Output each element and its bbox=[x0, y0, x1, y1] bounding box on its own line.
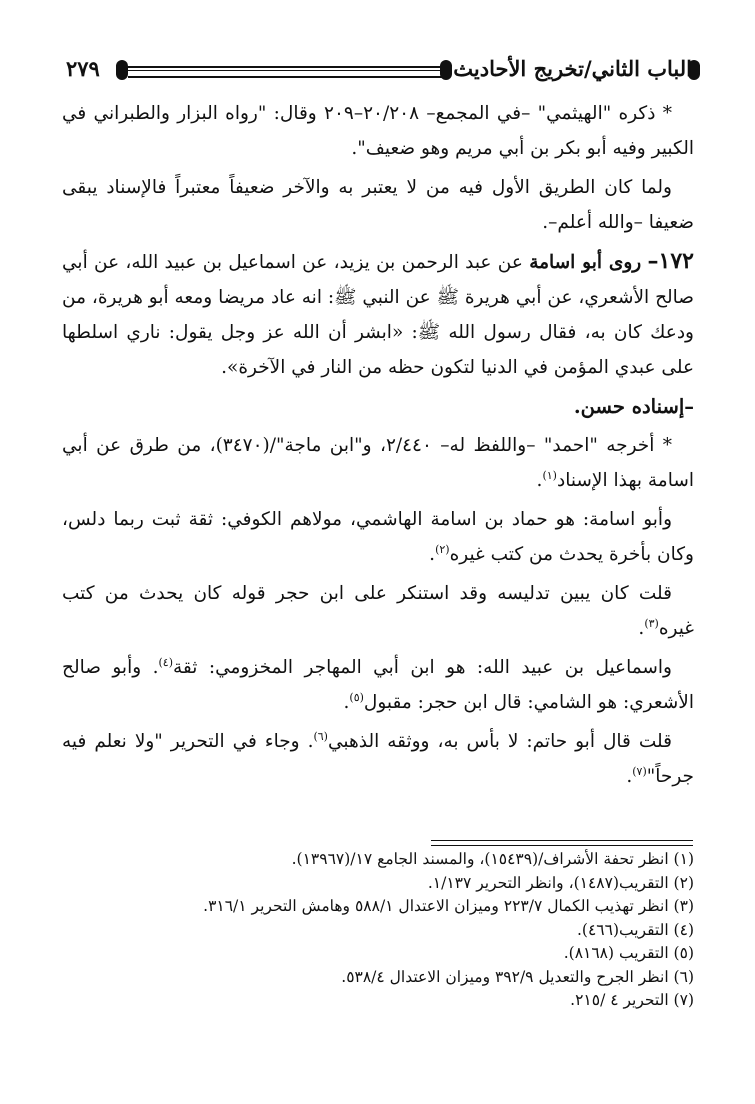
paragraph-1: * ذكره "الهيثمي" –في المجمع– ٢٠/٢٠٨–٢٠٩ وقال: "رواه البزار والطبراني في الكبير وفيه أبو بكر بن أبي مريم وهو ضعيف". bbox=[62, 103, 694, 159]
paragraph-6-text: وأبو اسامة: هو حماد بن اسامة الهاشمي، مولاهم الكوفي: ثقة ثبت ربما دلس، وكان بأخرة يحدث من كتب غيره bbox=[62, 509, 694, 565]
paragraph-5-end: . bbox=[536, 470, 543, 491]
paragraph-8-text-b: . وأبو صالح الأشعري: هو الشامي: قال ابن حجر: مقبول bbox=[62, 657, 694, 713]
paragraph-8-end: . bbox=[343, 692, 350, 713]
note-ref-4: (٤) bbox=[158, 655, 173, 669]
main-text bbox=[62, 96, 694, 794]
footnote-4: (٤) التقريب(٤٦٦). bbox=[576, 920, 694, 939]
footnote-2: (٢) التقريب(١٤٨٧)، وانظر التحرير ١/١٣٧. bbox=[427, 873, 694, 892]
note-ref-6: (٦) bbox=[313, 729, 328, 743]
paragraph-7 bbox=[62, 576, 694, 646]
paragraph-9-text-b: . وجاء في التحرير "ولا نعلم فيه جرحاً" bbox=[62, 731, 694, 787]
footnote-5: (٥) التقريب (٨١٦٨). bbox=[563, 944, 694, 962]
paragraph-9-end: . bbox=[626, 766, 633, 787]
paragraph-7-text: قلت كان يبين تدليسه وقد استنكر على ابن حجر قوله كان يحدث من كتب غيره bbox=[62, 583, 694, 639]
header-rule bbox=[128, 66, 442, 78]
hadith-text: عن عبد الرحمن بن يزيد، عن اسماعيل بن عبيد الله، عن أبي صالح الأشعري، عن أبي هريرة ﷺ عن النبي ﷺ: انه عاد مريضا ومعه أبو هريرة، من ودعك كان به، فقال رسول الله ﷺ: «ابشر أن الله عز وجل يقول: ناري اسلطها على عبدي المؤمن في الدنيا لتكون حظه من النار في الآخرة». bbox=[62, 252, 694, 378]
note-ref-3: (٣) bbox=[644, 616, 659, 630]
footnote-3: (٣) انظر تهذيب الكمال ٢٢٣/٧ وميزان الاعتدال ٥٨٨/١ وهامش التحرير ٣١٦/١. bbox=[203, 897, 694, 915]
page-number: ٢٧٩ bbox=[66, 56, 100, 81]
paragraph-8 bbox=[62, 650, 694, 720]
note-ref-1: (١) bbox=[542, 468, 557, 482]
footnote-6: (٦) انظر الجرح والتعديل ٣٩٢/٩ وميزان الاعتدال ٥٣٨/٤. bbox=[341, 967, 694, 986]
note-ref-5: (٥) bbox=[349, 690, 364, 704]
hadith-number: ١٧٢– bbox=[647, 248, 694, 274]
hadith-narrator: روى أبو اسامة bbox=[529, 252, 642, 273]
footnote-1: (١) انظر تحفة الأشراف/(١٥٤٣٩)، والمسند الجامع ١٧/(١٣٩٦٧). bbox=[291, 850, 694, 868]
paragraph-5-text: * أخرجه "احمد" –واللفظ له– ٢/٤٤٠، و"ابن ماجة"/(٣٤٧٠)، من طرق عن أبي اسامة بهذا الإسناد bbox=[62, 435, 694, 491]
page-header bbox=[60, 54, 700, 88]
footnote-7: (٧) التحرير ٤ /٢١٥. bbox=[570, 991, 694, 1009]
paragraph-8-text-a: واسماعيل بن عبيد الله: هو ابن أبي المهاجر المخزومي: ثقة bbox=[173, 657, 672, 678]
hadith-172 bbox=[62, 244, 694, 385]
paragraph-5 bbox=[62, 428, 694, 498]
note-ref-2: (٢) bbox=[435, 542, 450, 556]
isnad-grade: –إسناده حسن. bbox=[573, 395, 694, 418]
footnotes bbox=[62, 848, 694, 1013]
note-ref-7: (٧) bbox=[632, 764, 647, 778]
paragraph-9 bbox=[62, 724, 694, 794]
paragraph-9-text-a: قلت قال أبو حاتم: لا بأس به، ووثقه الذهبي bbox=[327, 731, 672, 752]
paragraph-2: ولما كان الطريق الأول فيه من لا يعتبر به والآخر ضعيفاً معتبراً فالإسناد يبقى ضعيفا –والله أعلم–. bbox=[62, 177, 694, 233]
paragraph-7-end: . bbox=[638, 618, 645, 639]
chapter-title: الباب الثاني/تخريج الأحاديث bbox=[453, 56, 692, 81]
paragraph-6-end: . bbox=[429, 544, 436, 565]
paragraph-6 bbox=[62, 502, 694, 572]
header-ornament-left bbox=[116, 60, 128, 80]
footnote-separator bbox=[431, 840, 693, 846]
